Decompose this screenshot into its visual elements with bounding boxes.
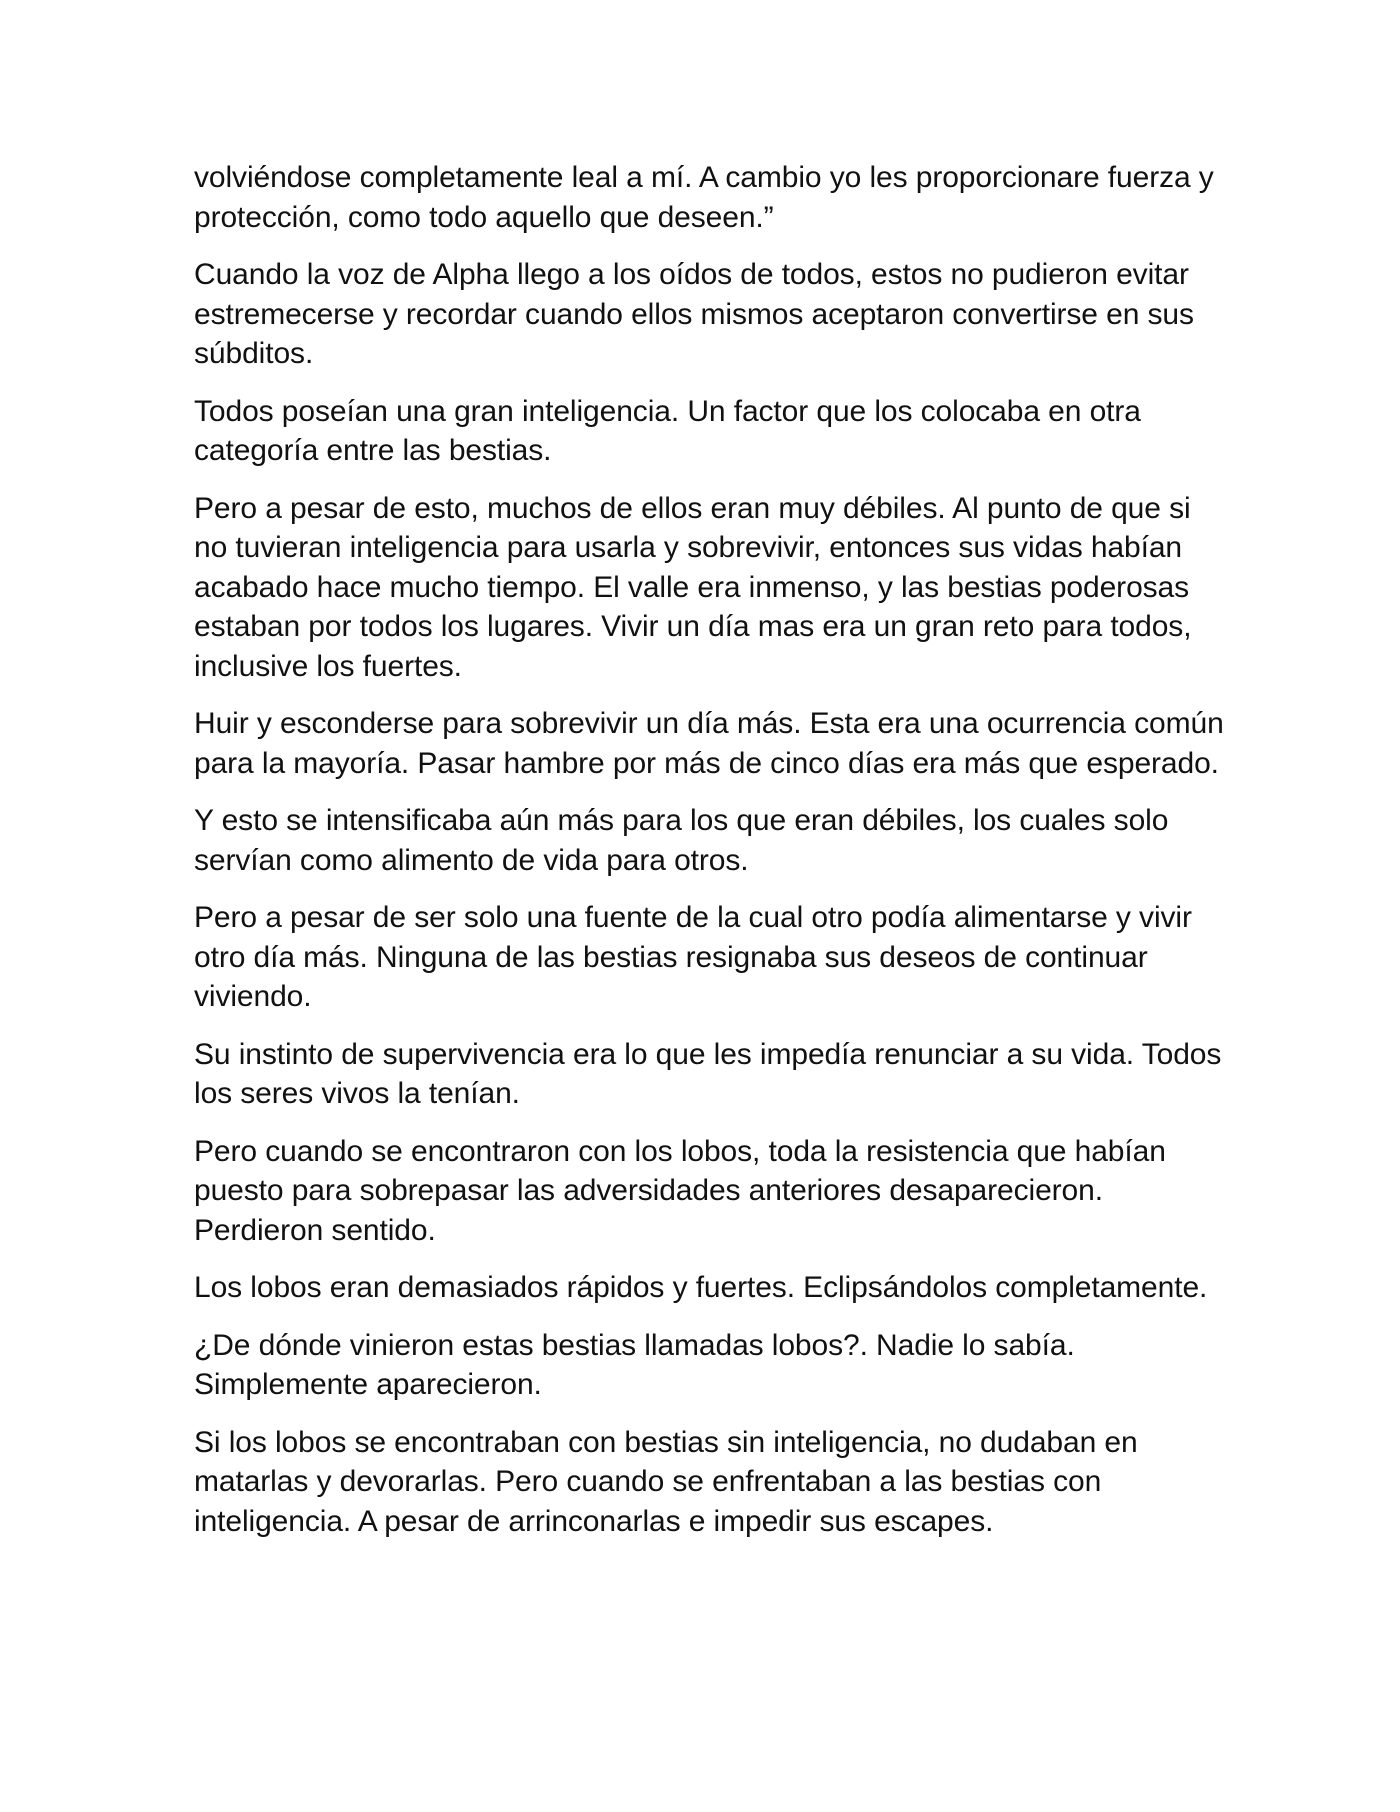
document-body: [194, 158, 1224, 1559]
paragraph: Pero a pesar de ser solo una fuente de la cual otro podía alimentarse y vivir otro día más. Ninguna de las bestias resignaba sus deseos de continuar viviendo.: [194, 901, 1192, 1013]
paragraph: Todos poseían una gran inteligencia. Un factor que los colocaba en otra categoría entre las bestias.: [194, 394, 1141, 467]
paragraph: ¿De dónde vinieron estas bestias llamadas lobos?. Nadie lo sabía. Simplemente aparecieron.: [194, 1328, 1075, 1401]
paragraph: Su instinto de supervivencia era lo que les impedía renunciar a su vida. Todos los seres vivos la tenían.: [194, 1037, 1222, 1110]
paragraph: Si los lobos se encontraban con bestias sin inteligencia, no dudaban en matarlas y devorarlas. Pero cuando se enfrentaban a las bestias con inteligencia. A pesar de arrinconarlas e impedir sus escapes.: [194, 1425, 1138, 1538]
paragraph: Pero a pesar de esto, muchos de ellos eran muy débiles. Al punto de que si no tuvieran inteligencia para usarla y sobrevivir, entonces sus vidas habían acabado hace mucho tiempo. El valle era inmenso, y las bestias poderosas estaban por todos los lugares. Vivir un día mas era un gran reto para todos, inclusive los fuertes.: [194, 491, 1192, 683]
paragraph: Cuando la voz de Alpha llego a los oídos de todos, estos no pudieron evitar estremecerse y recordar cuando ellos mismos aceptaron convertirse en sus súbditos.: [194, 258, 1194, 370]
paragraph: Huir y esconderse para sobrevivir un día más. Esta era una ocurrencia común para la mayoría. Pasar hambre por más de cinco días era más que esperado.: [194, 707, 1224, 780]
paragraph: Pero cuando se encontraron con los lobos, toda la resistencia que habían puesto para sobrepasar las adversidades anteriores desaparecieron. Perdieron sentido.: [194, 1134, 1166, 1247]
paragraph: Y esto se intensificaba aún más para los que eran débiles, los cuales solo servían como alimento de vida para otros.: [194, 804, 1169, 877]
paragraph: volviéndose completamente leal a mí. A cambio yo les proporcionare fuerza y protección, como todo aquello que deseen.”: [194, 161, 1214, 234]
paragraph: Los lobos eran demasiados rápidos y fuertes. Eclipsándolos completamente.: [194, 1271, 1208, 1304]
